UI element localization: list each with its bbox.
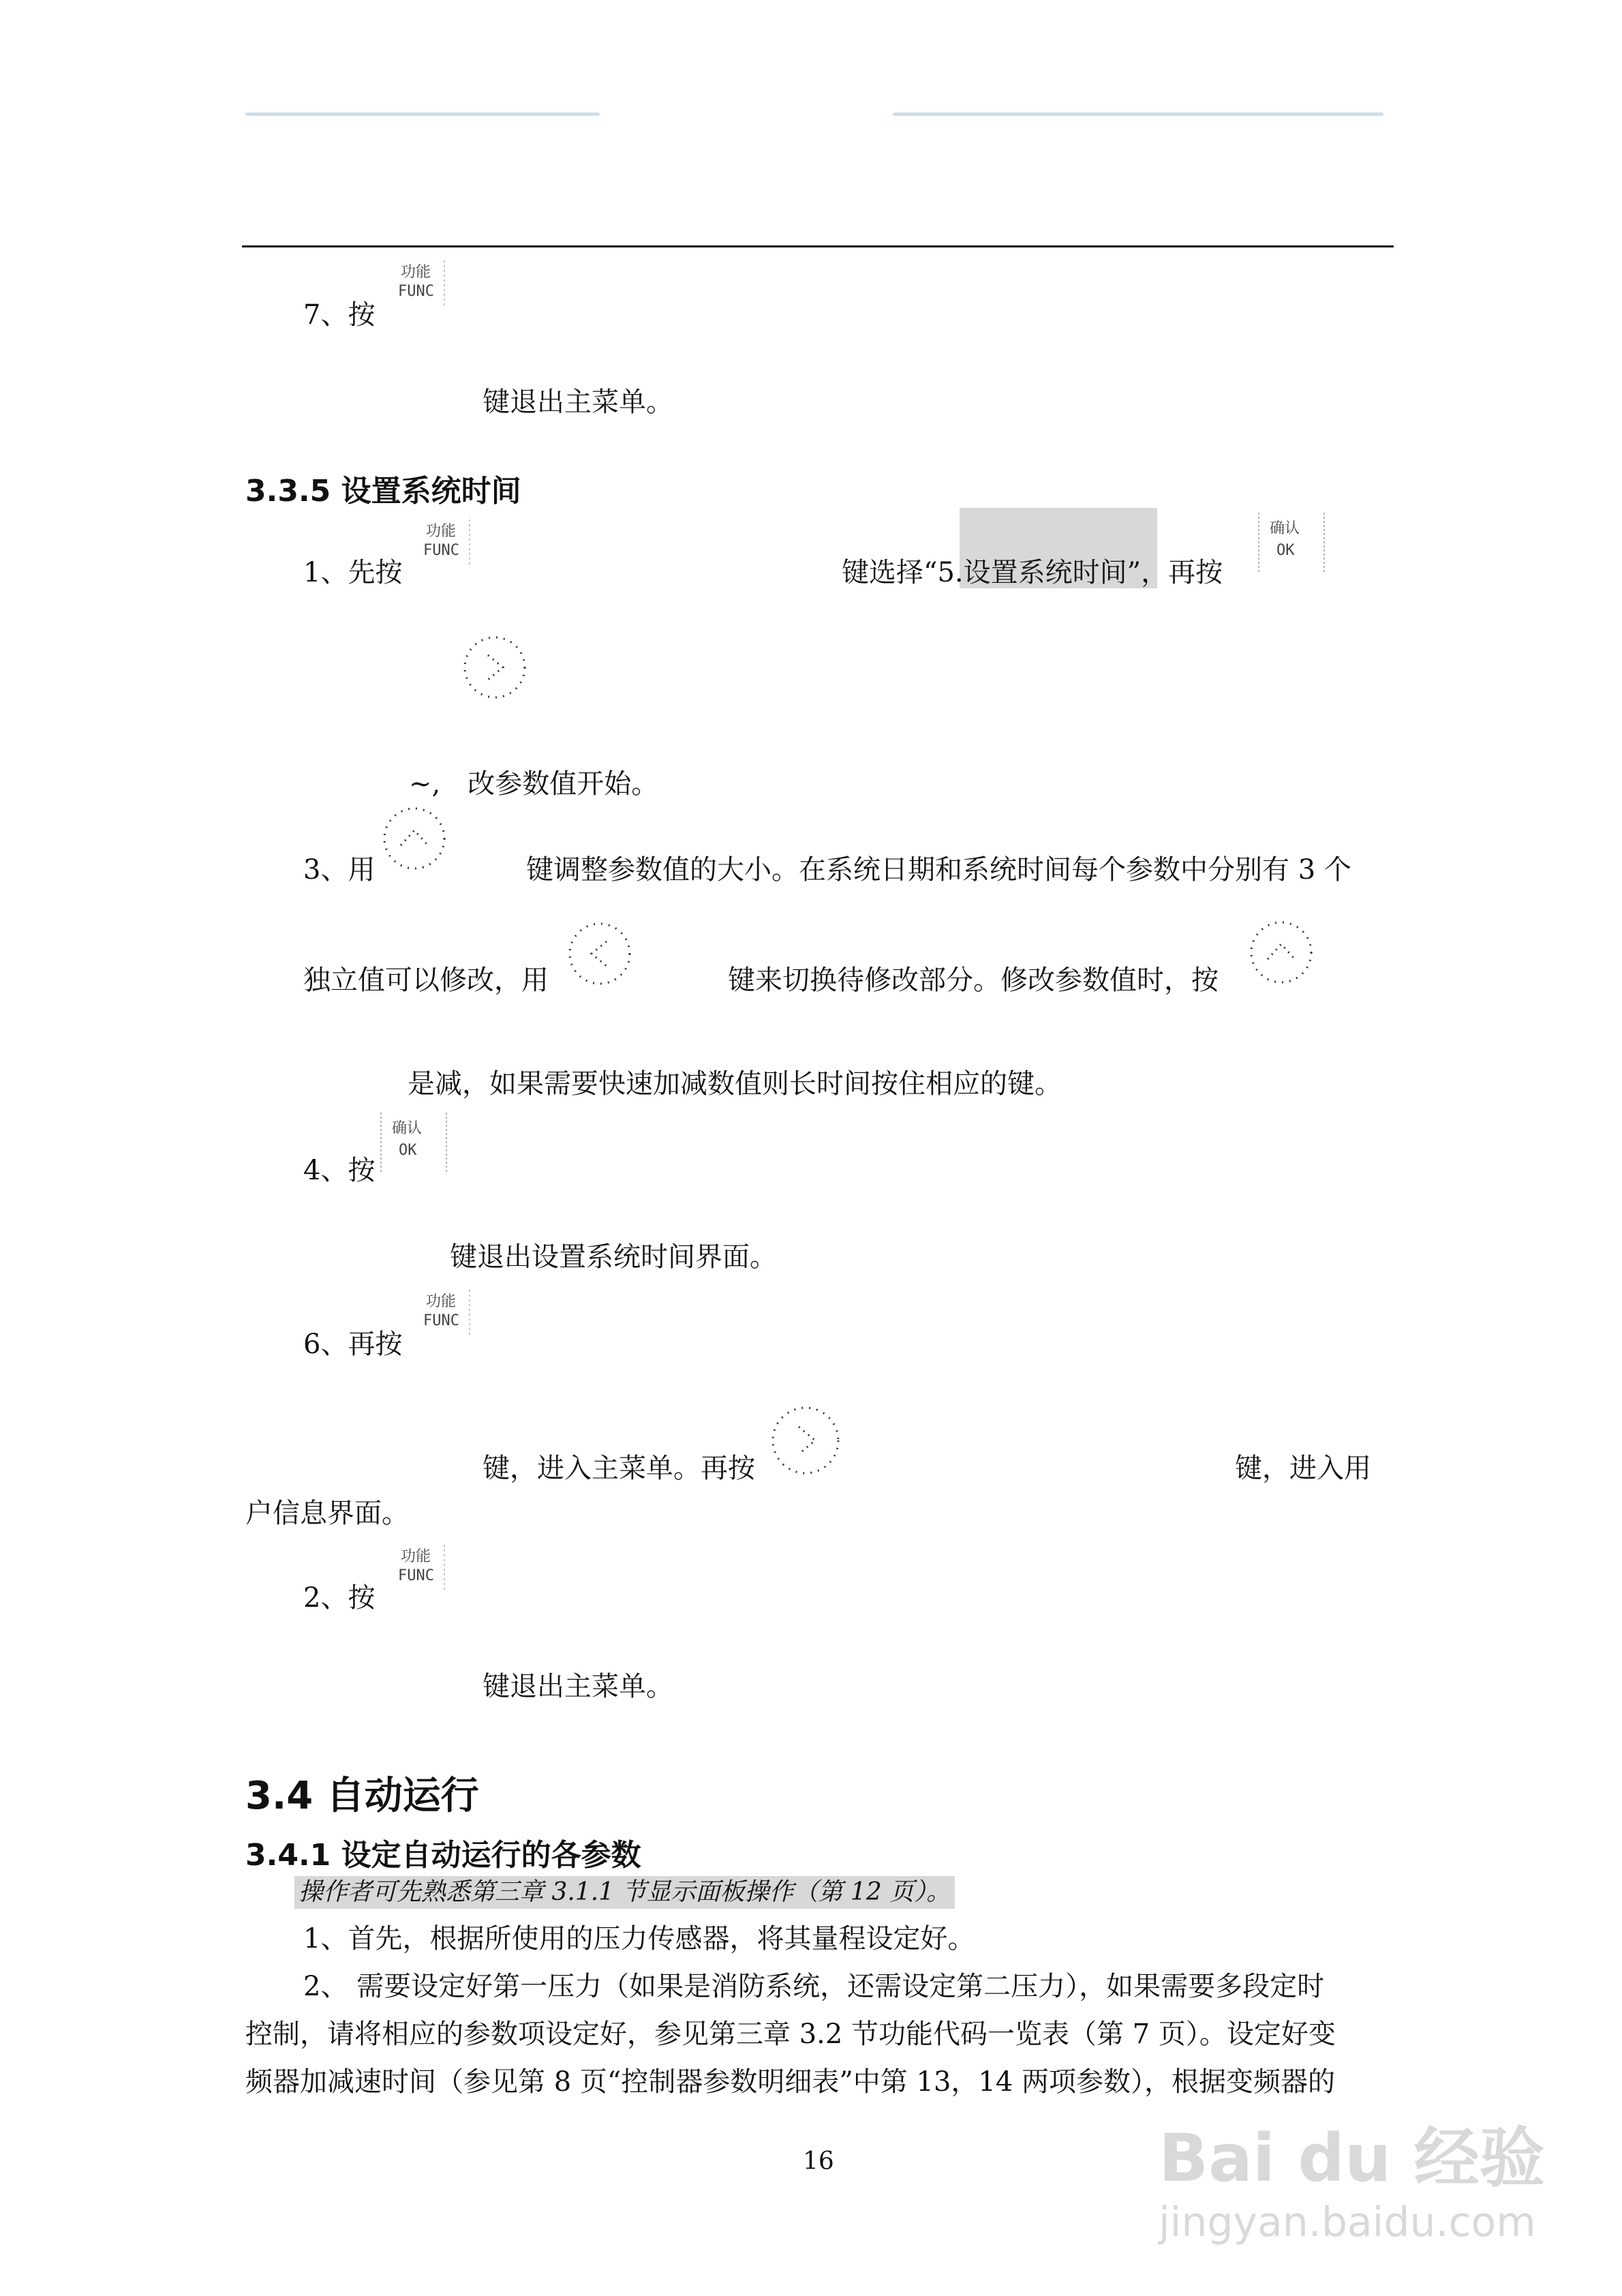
- step-6b-suffix: 键，进入用: [1235, 1453, 1371, 1484]
- step-1-line: [842, 556, 1223, 589]
- step-6-prefix: 6、再按: [303, 1329, 403, 1360]
- step-3-prefix: 3、用: [303, 854, 376, 886]
- svg-text:FUNC: FUNC: [423, 542, 459, 559]
- page-number: 16: [803, 2147, 834, 2175]
- header-rule: [242, 245, 1394, 247]
- step-6b-prefix: 键，进入主菜单。再按: [483, 1453, 755, 1484]
- note-highlight: 操作者可先熟悉第三章 3.1.1 节显示面板操作（第 12 页）。: [294, 1876, 955, 1909]
- section-341-title: 3.4.1 设定自动运行的各参数: [245, 1838, 641, 1873]
- watermark-brand: Bai du 经验: [1159, 2120, 1545, 2196]
- step-1-prefix: 1、先按: [303, 557, 403, 588]
- step-1-highlight: 5.设置系统时间: [937, 557, 1127, 588]
- step-6c: 户信息界面。: [245, 1498, 409, 1529]
- svg-text:FUNC: FUNC: [398, 1567, 434, 1584]
- svg-text:功能: 功能: [426, 523, 457, 540]
- step-3b-mid: 键来切换待修改部分。修改参数值时，按: [728, 965, 1219, 996]
- ok-key-icon: [378, 1111, 453, 1179]
- step-3-suffix: 键调整参数值的大小。在系统日期和系统时间每个参数中分别有 3 个: [526, 854, 1351, 886]
- func-key-icon: [394, 1542, 448, 1597]
- header-decoration-right: [893, 112, 1383, 116]
- svg-text:功能: 功能: [401, 264, 431, 281]
- para-1: 1、首先，根据所使用的压力传感器，将其量程设定好。: [303, 1923, 975, 1954]
- step-7-suffix: 键退出主菜单。: [483, 387, 673, 418]
- section-34-title: 3.4 自动运行: [245, 1774, 479, 1818]
- up-arrow-key-icon: [1240, 917, 1322, 992]
- svg-text:确认: 确认: [392, 1120, 423, 1137]
- step-2b-prefix: 2、按: [303, 1582, 376, 1614]
- svg-text:FUNC: FUNC: [423, 1312, 459, 1329]
- up-arrow-key-icon: [373, 803, 455, 878]
- step-3c: 是减，如果需要快速加减数值则长时间按住相应的键。: [408, 1068, 1062, 1100]
- step-7-prefix: 7、按: [303, 299, 376, 331]
- func-key-icon: [419, 517, 474, 571]
- step-3b-prefix: 独立值可以修改，用: [303, 965, 549, 996]
- ok-key-icon: [1256, 511, 1331, 579]
- right-arrow-key-icon: [455, 631, 537, 706]
- step-1-suffix: ”，再按: [1127, 557, 1223, 588]
- svg-text:功能: 功能: [401, 1548, 431, 1565]
- left-arrow-key-icon: [560, 917, 642, 992]
- step-1-mid: 键选择“: [842, 557, 938, 588]
- svg-text:功能: 功能: [426, 1293, 457, 1310]
- func-key-icon: [419, 1287, 474, 1342]
- func-key-icon: [394, 258, 448, 312]
- watermark-url: jingyan.baidu.com: [1159, 2199, 1536, 2246]
- svg-text:OK: OK: [1276, 542, 1295, 559]
- step-4-prefix: 4、按: [303, 1155, 376, 1186]
- step-2-line: ~, 改参数值开始。: [409, 768, 659, 800]
- section-335-title: 3.3.5 设置系统时间: [245, 474, 521, 509]
- para-2-line-1: 2、 需要设定好第一压力（如果是消防系统，还需设定第二压力），如果需要多段定时: [303, 1971, 1325, 2002]
- header-decoration-left: [245, 112, 600, 116]
- svg-text:确认: 确认: [1270, 520, 1300, 537]
- para-2-line-3: 频器加减速时间（参见第 8 页“控制器参数明细表”中第 13，14 两项参数），根据变频器的: [245, 2066, 1336, 2098]
- step-4-suffix: 键退出设置系统时间界面。: [450, 1241, 777, 1273]
- right-arrow-key-icon: [763, 1401, 852, 1483]
- para-2-line-2: 控制，请将相应的参数项设定好，参见第三章 3.2 节功能代码一览表（第 7 页）。设定好变: [245, 2019, 1336, 2050]
- svg-text:FUNC: FUNC: [398, 283, 434, 300]
- svg-text:OK: OK: [399, 1142, 417, 1159]
- step-2b-suffix: 键退出主菜单。: [483, 1671, 673, 1702]
